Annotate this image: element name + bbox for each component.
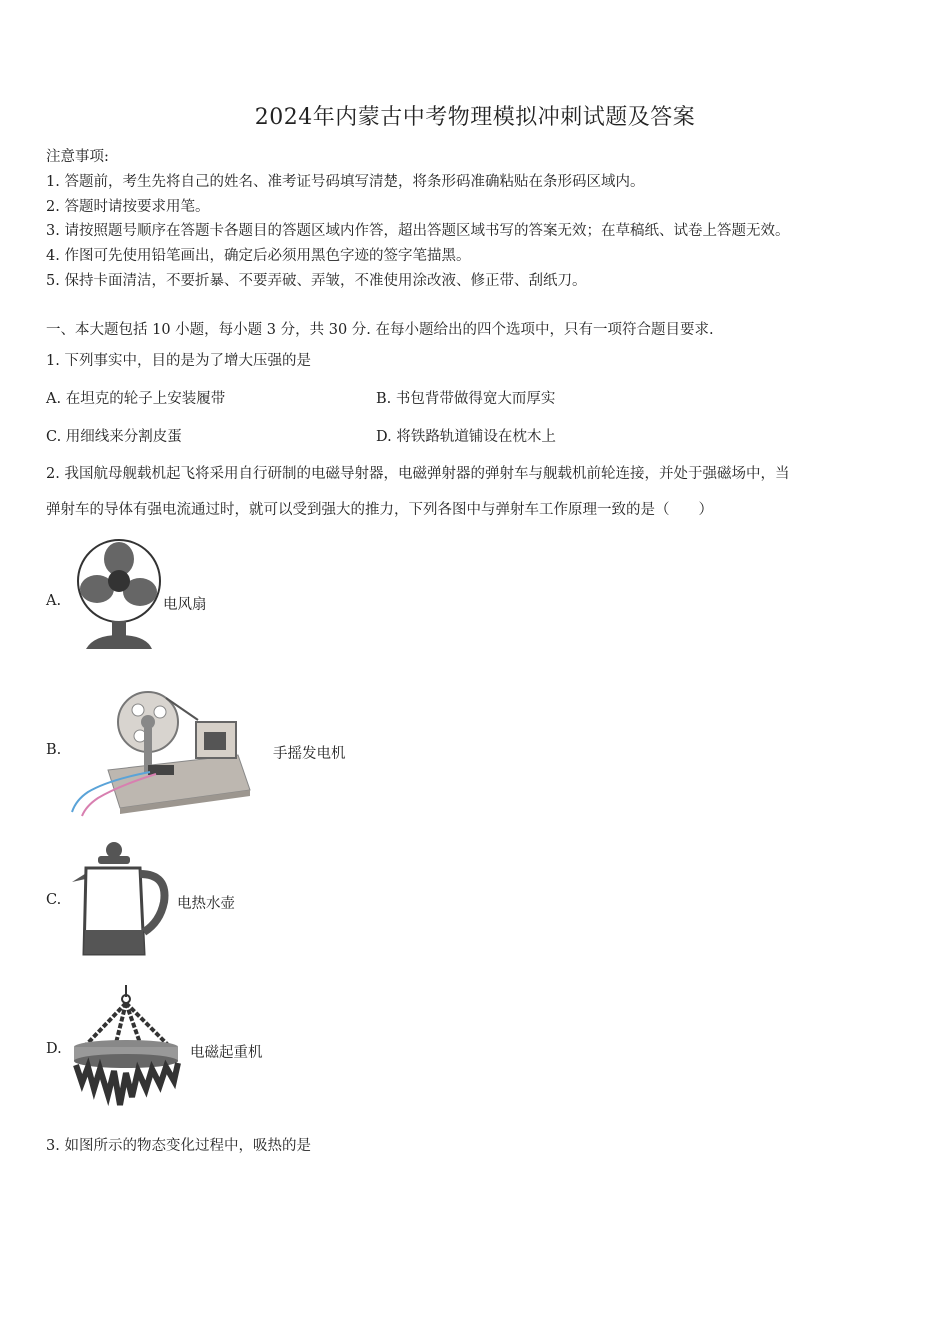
question-2-option-c-caption: 电热水壶 — [177, 896, 235, 912]
electromagnetic-crane-image — [68, 985, 188, 1115]
question-2-option-a-letter: A. — [46, 593, 62, 609]
notice-heading: 注意事项: — [46, 149, 109, 165]
notice-item: 4. 作图可先使用铅笔画出，确定后必须用黑色字迹的签字笔描黑。 — [46, 248, 471, 264]
question-1-option-a: A. 在坦克的轮子上安装履带 — [46, 391, 226, 407]
question-2-option-a-caption: 电风扇 — [163, 597, 207, 613]
question-2-option-b-caption: 手摇发电机 — [273, 746, 346, 762]
question-3-stem: 3. 如图所示的物态变化过程中，吸热的是 — [46, 1138, 311, 1154]
question-1-option-b: B. 书包背带做得宽大而厚实 — [376, 391, 556, 407]
question-1-stem: 1. 下列事实中，目的是为了增大压强的是 — [46, 353, 311, 369]
question-2-stem-line1: 2. 我国航母舰载机起飞将采用自行研制的电磁导射器，电磁弹射器的弹射车与舰载机前轮连接，并处于强磁场中，当 — [46, 466, 790, 482]
question-2-option-b-letter: B. — [46, 742, 62, 758]
question-1-option-c: C. 用细线来分割皮蛋 — [46, 429, 182, 445]
notice-item: 5. 保持卡面清洁，不要折暴、不要弄破、弄皱，不准使用涂改液、修正带、刮纸刀。 — [46, 273, 587, 289]
notice-item: 2. 答题时请按要求用笔。 — [46, 199, 210, 215]
section-heading: 一、本大题包括 10 小题，每小题 3 分，共 30 分. 在每小题给出的四个选项中，只有一项符合题目要求. — [46, 322, 714, 338]
electric-fan-image — [74, 537, 164, 653]
question-1-option-d: D. 将铁路轨道铺设在枕木上 — [376, 429, 556, 445]
electric-kettle-image — [70, 838, 170, 960]
question-2-option-c-letter: C. — [46, 892, 62, 908]
notice-item: 3. 请按照题号顺序在答题卡各题目的答题区域内作答，超出答题区域书写的答案无效；在草稿纸、试卷上答题无效。 — [46, 223, 790, 239]
hand-crank-generator-image — [68, 680, 268, 820]
question-2-stem-line2: 弹射车的导体有强电流通过时，就可以受到强大的推力，下列各图中与弹射车工作原理一致的是（ ） — [46, 502, 713, 518]
question-2-option-d-caption: 电磁起重机 — [190, 1045, 263, 1061]
page-title: 2024年内蒙古中考物理模拟冲刺试题及答案 — [254, 105, 696, 130]
notice-item: 1. 答题前，考生先将自己的姓名、准考证号码填写清楚，将条形码准确粘贴在条形码区域内。 — [46, 174, 645, 190]
question-2-option-d-letter: D. — [46, 1041, 62, 1057]
